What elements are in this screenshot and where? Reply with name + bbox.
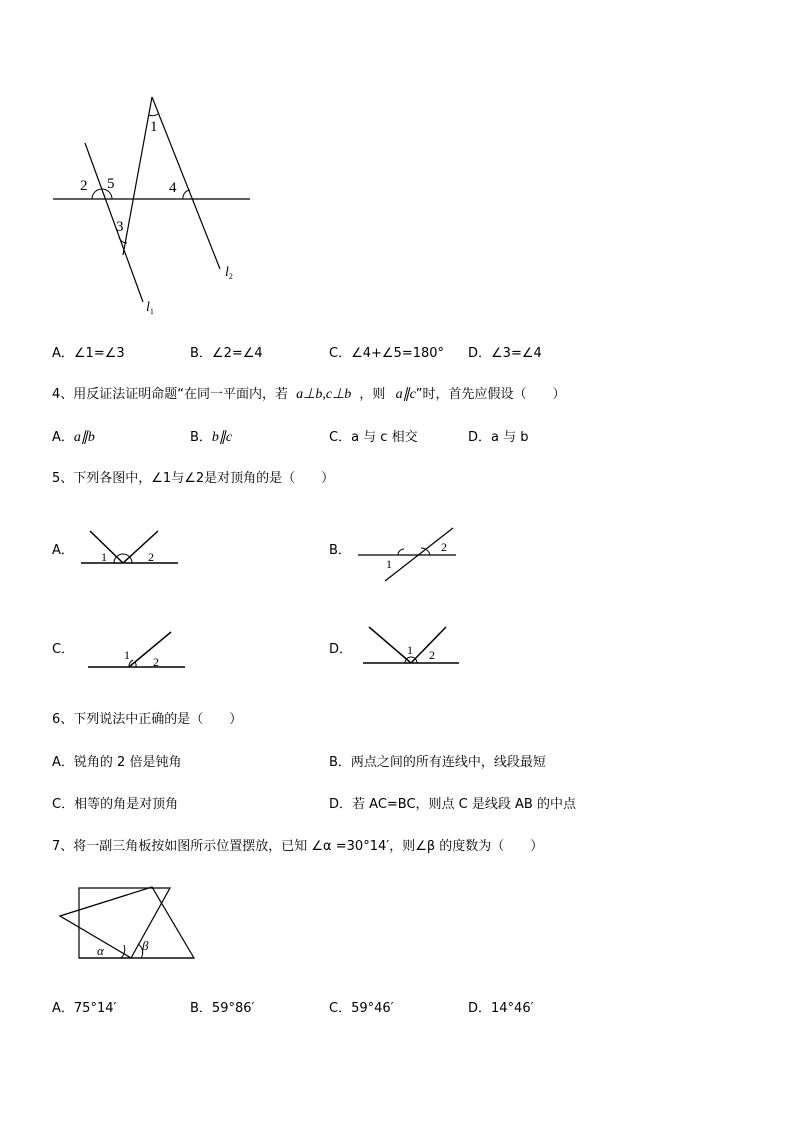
label-angle-4: 4: [169, 180, 177, 196]
q5-option-a-letter: A．: [52, 543, 74, 558]
q6-option-d: D．若 AC=BC，则点 C 是线段 AB 的中点: [329, 797, 576, 812]
q3-option-b: B．∠2=∠4: [190, 346, 263, 361]
q7-stem: 7、将一副三角板按如图所示位置摆放，已知 ∠α =30°14′，则∠β 的度数为（ ）: [52, 839, 544, 854]
q7-option-d: D．14°46′: [468, 1001, 534, 1016]
q7-option-b: B．59°86′: [190, 1001, 255, 1016]
label-l1: $l_1$: [146, 300, 154, 316]
q6-option-c: C．相等的角是对顶角: [52, 797, 179, 812]
q4-option-b: B．b∥c: [190, 430, 233, 445]
label-beta: β: [142, 938, 149, 953]
q7-option-c: C．59°46′: [329, 1001, 394, 1016]
q5-option-b-letter: B．: [329, 543, 351, 558]
q5-d-label-2: 2: [429, 648, 435, 662]
q4-stem: 4、用反证法证明命题“在同一平面内，若 a⊥b,c⊥b ，则 a∥c”时，首先应假设（ ）: [52, 387, 566, 402]
right-triangle-tilted: [60, 887, 194, 958]
label-l2: $l_2$: [225, 265, 233, 281]
label-angle-1: 1: [150, 119, 158, 135]
label-angle-2: 2: [80, 178, 88, 194]
q3-option-c: C．∠4+∠5=180°: [329, 346, 445, 361]
q5-stem: 5、下列各图中，∠1与∠2是对顶角的是（ ）: [52, 471, 335, 486]
label-angle-5: 5: [107, 176, 115, 192]
q5-a-label-1: 1: [101, 550, 107, 564]
q5-b-label-1: 1: [386, 557, 392, 571]
q4-option-c: C．a 与 c 相交: [329, 430, 418, 445]
q5-d-label-1: 1: [407, 643, 413, 657]
q3-option-a: A．∠1=∠3: [52, 346, 125, 361]
q6-option-b: B．两点之间的所有连线中，线段最短: [329, 755, 546, 770]
q5-c-label-2: 2: [153, 655, 159, 669]
q5-a-label-2: 2: [148, 550, 154, 564]
q5-c-label-1: 1: [124, 648, 130, 662]
q5-option-d-letter: D．: [329, 642, 353, 657]
q6-option-a: A．锐角的 2 倍是钝角: [52, 755, 182, 770]
q5-b-label-2: 2: [441, 540, 447, 554]
q3-option-d: D．∠3=∠4: [468, 346, 542, 361]
q6-stem: 6、下列说法中正确的是（ ）: [52, 712, 243, 727]
q4-option-a: A．a∥b: [52, 430, 95, 445]
q7-option-a: A．75°14′: [52, 1001, 117, 1016]
q4-option-d: D．a 与 b: [468, 430, 529, 445]
q5-option-c-letter: C．: [52, 642, 75, 657]
label-angle-3: 3: [116, 219, 124, 235]
label-alpha: α: [97, 943, 104, 958]
